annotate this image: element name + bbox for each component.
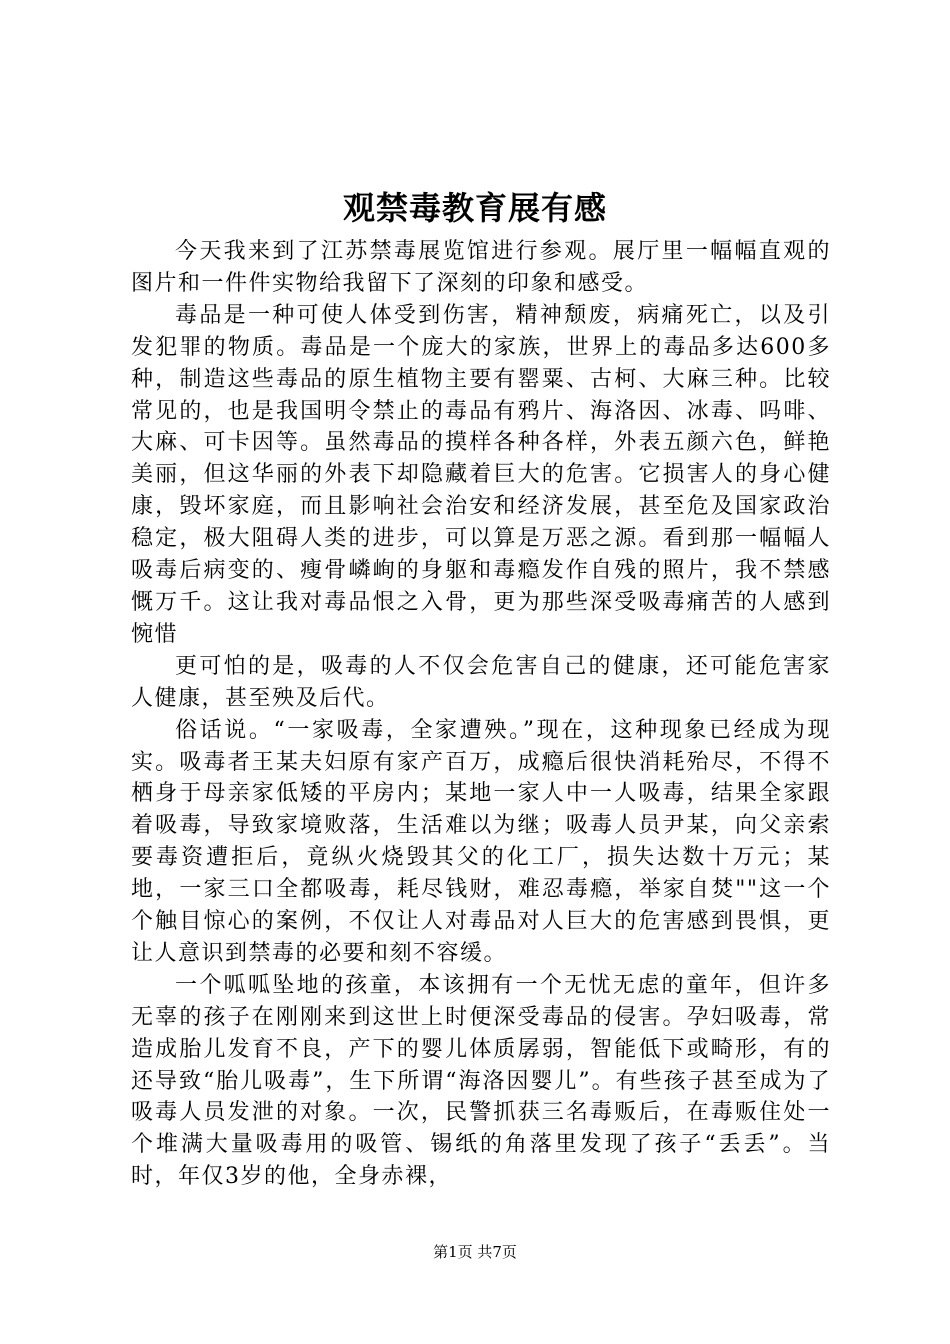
paragraph: 俗话说。“一家吸毒，全家遭殃。”现在，这种现象已经成为现实。吸毒者王某夫妇原有家产百万，成瘾后很快消耗殆尽，不得不栖身于母亲家低矮的平房内；某地一家人中一人吸毒，结果全家跟着吸毒，导致家境败落，生活难以为继；吸毒人员尹某，向父亲索要毒资遭拒后，竟纵火烧毁其父的化工厂，损失达数十万元；某地，一家三口全都吸毒，耗尽钱财，难忍毒瘾，举家自焚""这一个个触目惊心的案例，不仅让人对毒品对人巨大的危害感到畏惧，更让人意识到禁毒的必要和刻不容缓。 [131,717,831,966]
paragraph: 更可怕的是，吸毒的人不仅会危害自己的健康，还可能危害家人健康，甚至殃及后代。 [131,653,831,711]
paragraph: 毒品是一种可使人体受到伤害，精神颓废，病痛死亡，以及引发犯罪的物质。毒品是一个庞大的家族，世界上的毒品多达600多种，制造这些毒品的原生植物主要有罂粟、古柯、大麻三种。比较常见的，也是我国明令禁止的毒品有鸦片、海洛因、冰毒、吗啡、大麻、可卡因等。虽然毒品的摸样各种各样，外表五颜六色，鲜艳美丽，但这华丽的外表下却隐藏着巨大的危害。它损害人的身心健康，毁坏家庭，而且影响社会治安和经济发展，甚至危及国家政治稳定，极大阻碍人类的进步，可以算是万恶之源。看到那一幅幅人吸毒后病变的、瘦骨嶙峋的身躯和毒瘾发作自残的照片，我不禁感慨万千。这让我对毒品恨之入骨，更为那些深受吸毒痛苦的人感到惋惜 [131,302,831,647]
page-footer: 第1页 共7页 [433,1243,517,1261]
document-title: 观禁毒教育展有感 [342,189,607,227]
paragraph: 一个呱呱坠地的孩童，本该拥有一个无忧无虑的童年，但许多无辜的孩子在刚刚来到这世上时便深受毒品的侵害。孕妇吸毒，常造成胎儿发育不良，产下的婴儿体质孱弱，智能低下或畸形，有的还导致“胎儿吸毒”，生下所谓“海洛因婴儿”。有些孩子甚至成为了吸毒人员发泄的对象。一次，民警抓获三名毒贩后，在毒贩住处一个堆满大量吸毒用的吸管、锡纸的角落里发现了孩子“丢丢”。当时，年仅3岁的他，全身赤裸， [131,972,831,1190]
document-body [131,236,831,1193]
paragraph: 今天我来到了江苏禁毒展览馆进行参观。展厅里一幅幅直观的图片和一件件实物给我留下了深刻的印象和感受。 [131,239,831,296]
